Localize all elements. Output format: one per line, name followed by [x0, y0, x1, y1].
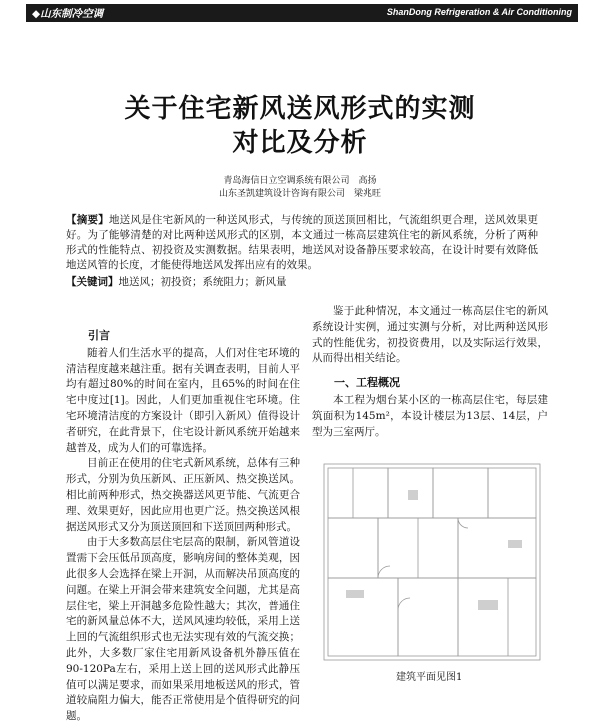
- author-line2: 山东圣凯建筑设计咨询有限公司 梁兆旺: [218, 189, 381, 199]
- paragraph: 鉴于此种情况，本文通过一栋高层住宅的新风系统设计实例，通过实测与分析，对比两种送风形式的性能优劣，初投资费用，以及实际运行效果，从而得出相关结论。: [312, 305, 548, 365]
- floor-plan-figure: [318, 460, 546, 665]
- paragraph: 由于大多数高层住宅层高的限制，新风管道设置需下会压低吊顶高度，影响房间的整体美观，因此很多人会选择在梁上开洞，从而解决吊顶高度的问题。在梁上开洞会带来建筑安全问题，尤其是高层住宅，梁上开洞越多危险性越大；其次，普通住宅的新风量总体不大，送风风速均较低，采用上送上回的气流组织形式也无法实现有效的气流交换；此外，大多数厂家住宅用新风设备机外静压值在90-120Pa左右，采用上送上回的送风形式此静压值可以满足要求，而如果采用地板送风的形式，管道较扁阻力偏大，能否正常使用是个值得研究的问题。: [66, 536, 300, 723]
- section1-heading: 一、工程概况: [334, 376, 400, 390]
- intro-heading: 引言: [88, 329, 110, 342]
- keywords: [66, 275, 538, 290]
- journal-name-cn: ◆山东制冷空调: [32, 8, 104, 20]
- journal-name-en: ShanDong Refrigeration & Air Conditioning: [386, 7, 572, 17]
- article-title-line1: 关于住宅新风送风形式的实测: [124, 94, 476, 124]
- keywords-label: 【关键词】: [66, 276, 119, 288]
- right-column: [312, 304, 548, 440]
- author-line1: 青岛海信日立空调系统有限公司 高扬: [223, 176, 377, 186]
- figure-caption: 建筑平面见图1: [396, 672, 463, 683]
- running-header: [26, 4, 578, 22]
- author-block: [0, 175, 600, 201]
- abstract: [66, 213, 538, 273]
- abstract-label: 【摘要】: [66, 214, 109, 226]
- keywords-text: 地送风；初投资；系统阻力；新风量: [118, 276, 287, 288]
- paragraph: 随着人们生活水平的提高，人们对住宅环境的清洁程度越来越注重。据有关调查表明，目前人平均有超过80%的时间在室内，且65%的时间在住宅中度过[1]。因此，人们更加重视住宅环境。住宅环境清洁度的方案设计（即引入新风）值得设计者研究，在此背景下，住宅设计新风系统开始越来越普及，成为人们的可靠选择。: [66, 346, 300, 454]
- left-column: [66, 328, 300, 725]
- paragraph: 本工程为烟台某小区的一栋高层住宅，每层建筑面积为145m²，本设计楼层为13层、14层，户型为三室两厅。: [312, 393, 548, 438]
- abstract-text: 地送风是住宅新风的一种送风形式，与传统的顶送顶回相比，气流组织更合理，送风效果更好。为了能够清楚的对比两种送风形式的区别，本文通过一栋高层建筑住宅的新风系统，分析了两种形式的性能特点、初投资及实测数据。结果表明，地送风对设备静压要求较高，在设计时要有效降低地送风管的长度，才能使得地送风发挥出应有的效果。: [66, 214, 539, 271]
- article-title-line2: 对比及分析: [232, 128, 368, 158]
- paragraph: 目前正在使用的住宅式新风系统，总体有三种形式，分别为负压新风、正压新风、热交换送风。相比前两种形式，热交换器送风更节能、气流更合理、效果更好，因此应用也更广泛。热交换送风根据送风形式又分为顶送顶回和下送顶回两种形式。: [66, 457, 300, 533]
